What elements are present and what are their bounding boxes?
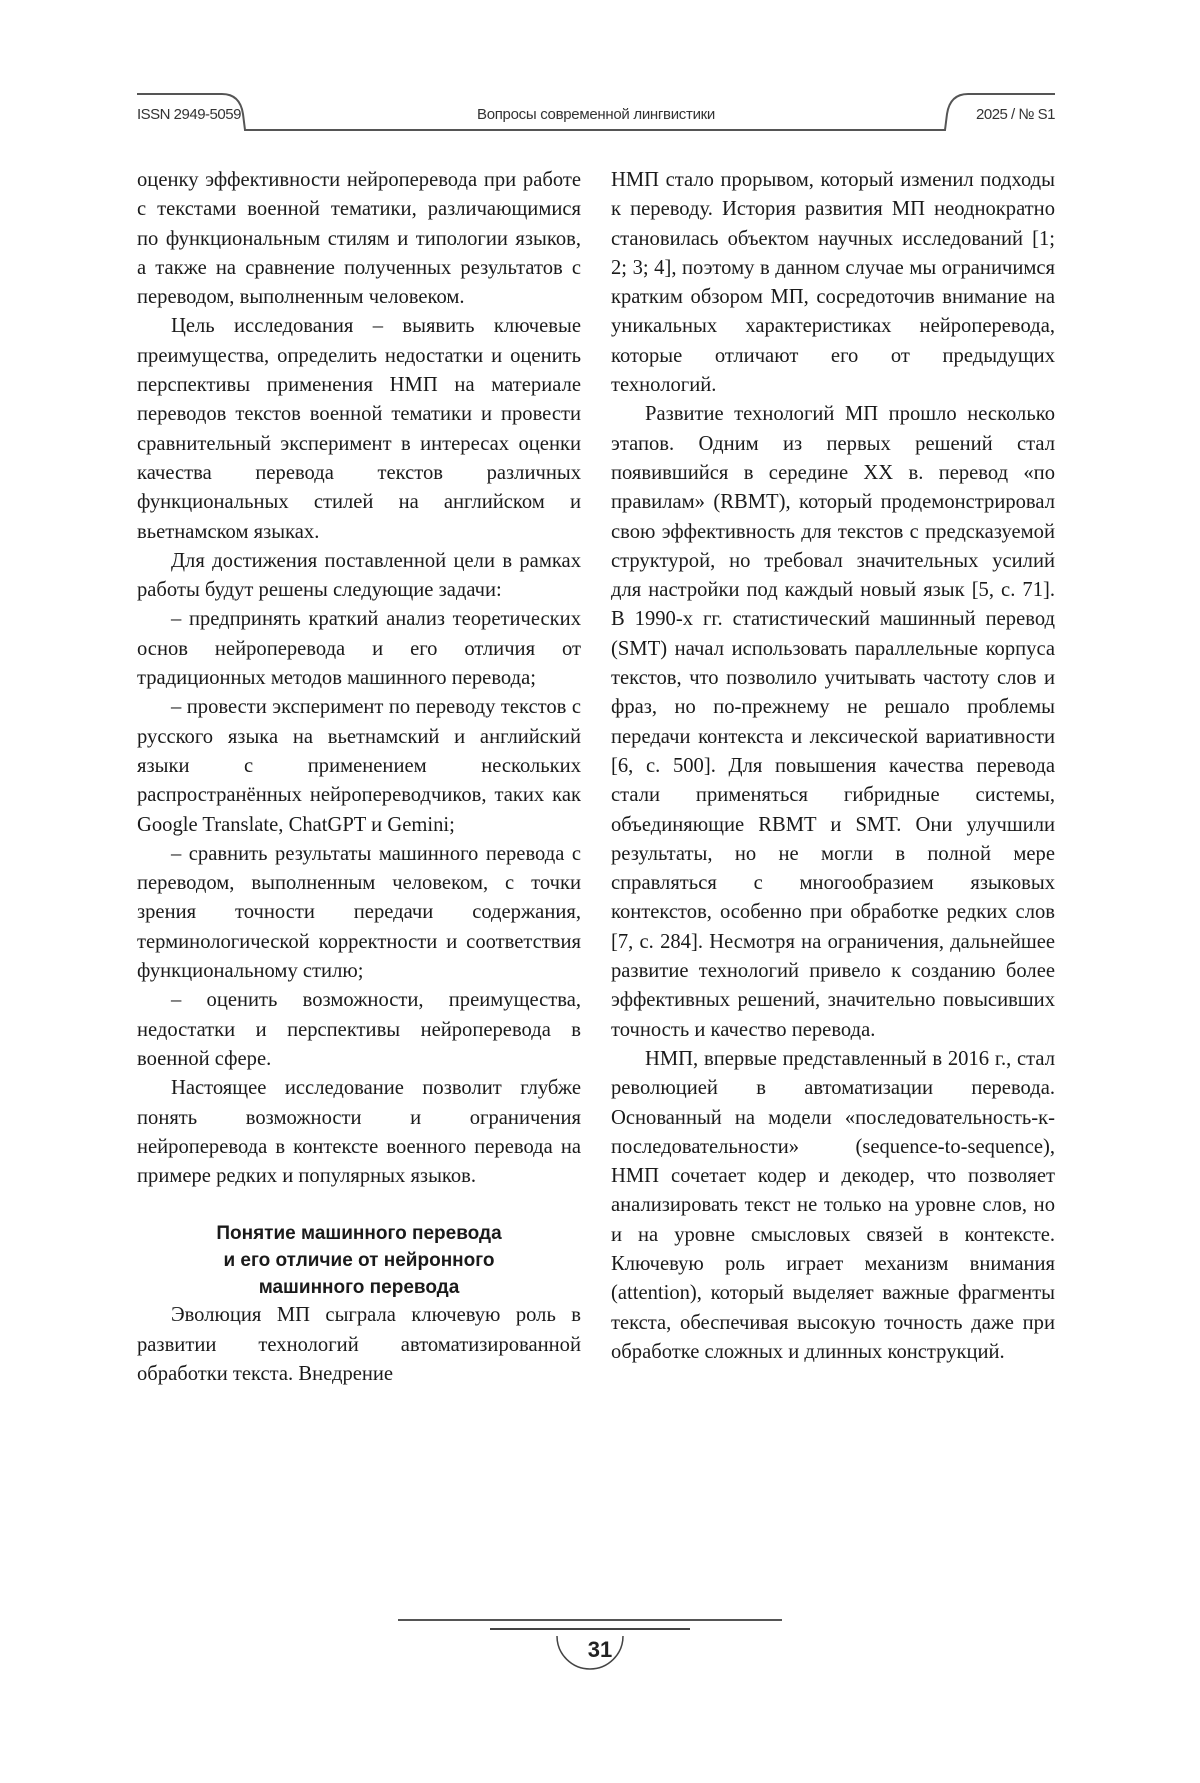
heading-line: машинного перевода: [259, 1277, 460, 1298]
list-item: – предпринять краткий анализ теоретических основ нейроперевода и его отличия от традиционных методов машинного перевода;: [137, 605, 581, 693]
paragraph: оценку эффективности нейроперевода при работе с текстами военной тематики, различающимися по функциональным стилям и типологии языков, а также на сравнение полученных результатов с переводом, выполненным человеком.: [137, 166, 581, 312]
paragraph: Настоящее исследование позволит глубже понять возможности и ограничения нейроперевода в контексте военного перевода на примере редких и популярных языков.: [137, 1074, 581, 1191]
page-number: 31: [580, 1637, 620, 1663]
right-column: [611, 166, 1055, 1367]
list-item: – сравнить результаты машинного перевода с переводом, выполненным человеком, с точки зрения точности передачи содержания, терминологической корректности и соответствия функциональному стилю;: [137, 840, 581, 986]
heading-line: Понятие машинного перевода: [216, 1223, 501, 1244]
section-heading: [137, 1220, 581, 1301]
paragraph: НМП стало прорывом, который изменил подходы к переводу. История развития МП неоднократно становилась объектом научных исследований [1; 2; 3; 4], поэтому в данном случае мы ограничимся кратким обзором МП, сосредоточив внимание на уникальных характеристиках нейроперевода, которые отличают его от предыдущих технологий.: [611, 166, 1055, 400]
paragraph: Для достижения поставленной цели в рамках работы будут решены следующие задачи:: [137, 547, 581, 606]
paragraph: НМП, впервые представленный в 2016 г., стал революцией в автоматизации перевода. Основанный на модели «последовательность-к-последовательности» (sequence-to-sequence), НМП сочетает кодер и декодер, что позволяет анализировать текст не только на уровне слов, но и на уровне смысловых связей в контексте. Ключевую роль играет механизм внимания (attention), который выделяет важные фрагменты текста, обеспечивая высокую точность даже при обработке сложных и длинных конструкций.: [611, 1045, 1055, 1367]
journal-title: Вопросы современной лингвистики: [137, 106, 1055, 123]
paragraph: Эволюция МП сыграла ключевую роль в развитии технологий автоматизированной обработки текста. Внедрение: [137, 1301, 581, 1389]
left-column: [137, 166, 581, 1389]
issue-number: 2025 / № S1: [976, 106, 1055, 123]
running-header: [137, 92, 1055, 134]
list-item: – оценить возможности, преимущества, недостатки и перспективы нейроперевода в военной сфере.: [137, 986, 581, 1074]
heading-line: и его отличие от нейронного: [223, 1250, 494, 1271]
paragraph: Развитие технологий МП прошло несколько этапов. Одним из первых решений стал появившийся в середине XX в. перевод «по правилам» (RBMT), который продемонстрировал свою эффективность для текстов с предсказуемой структурой, но требовал значительных усилий для настройки под каждый новый язык [5, с. 71]. В 1990-х гг. статистический машинный перевод (SMT) начал использовать параллельные корпуса текстов, что позволило учитывать частоту слов и фраз, но по-прежнему не решало проблемы передачи контекста и лексической вариативности [6, с. 500]. Для повышения качества перевода стали применяться гибридные системы, объединяющие RBMT и SMT. Они улучшили результаты, но не могли в полной мере справляться с многообразием языковых контекстов, особенно при обработке редких слов [7, с. 284]. Несмотря на ограничения, дальнейшее развитие технологий привело к созданию более эффективных решений, значительно повысивших точность и качество перевода.: [611, 400, 1055, 1045]
issn: ISSN 2949-5059: [137, 106, 241, 123]
list-item: – провести эксперимент по переводу текстов с русского языка на вьетнамский и английский языки с применением нескольких распространённых нейропереводчиков, таких как Google Translate, ChatGPT и Gemini;: [137, 693, 581, 839]
paragraph: Цель исследования – выявить ключевые преимущества, определить недостатки и оценить перспективы применения НМП на материале переводов текстов военной тематики и провести сравнительный эксперимент в интересах оценки качества перевода текстов различных функциональных стилей на английском и вьетнамском языках.: [137, 312, 581, 546]
